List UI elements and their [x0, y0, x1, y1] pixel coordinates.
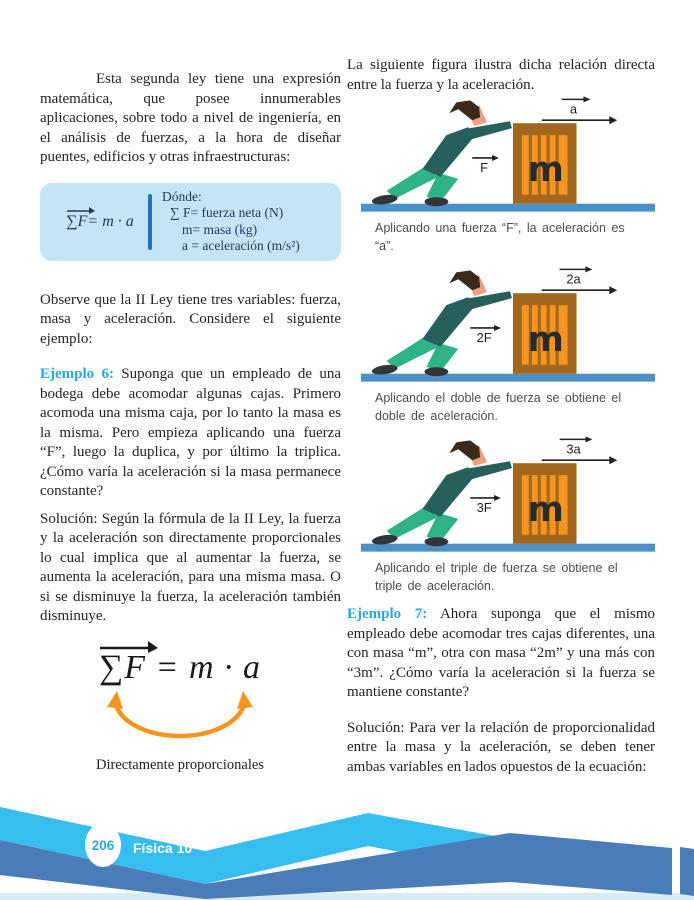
mass-label: m [527, 489, 564, 530]
acceleration-text: 3a [566, 441, 581, 457]
mass-label: m [527, 149, 564, 190]
crate-illustration [513, 293, 577, 373]
acceleration-text: 2a [566, 271, 581, 287]
example6-paragraph [40, 365, 341, 502]
figure1-caption: Aplicando una fuerza “F”, la aceleración es “a”. [375, 221, 625, 253]
figure2-caption: Aplicando el doble de fuerza se obtiene el doble de aceleración. [375, 391, 622, 423]
ground-bar [361, 204, 655, 212]
solution6-paragraph: Solución: Según la fórmula de la II Ley, la fuerza y la aceleración son directamente proporcionales lo cual implica que al aumentar la fuerza, se aumenta la aceleración, para una misma masa. O si se disminuye la fuerza, la aceleración también disminuye. [40, 510, 341, 624]
worker-illustration [371, 100, 512, 206]
box-divider [148, 194, 152, 250]
force-label [470, 325, 501, 345]
figure3-caption: Aplicando el triple de fuerza se obtiene el triple de aceleración. [375, 561, 618, 593]
legend-line-force: ∑ F= fuerza neta (N) [170, 205, 284, 220]
observe-paragraph: Observe que la II Ley tiene tres variables: fuerza, masa y aceleración. Considere el siguiente ejemplo: [40, 291, 341, 347]
left-column [40, 70, 341, 774]
big-formula-block [40, 649, 320, 774]
force-label [472, 155, 499, 175]
page-number: 206 [91, 838, 115, 853]
proportionality-caption: Directamente proporcionales [96, 756, 264, 773]
figure-intro-paragraph: La siguiente figura ilustra dicha relación directa entre la fuerza y la aceleración. [347, 57, 655, 93]
figure-force-3 [347, 435, 655, 595]
example7-label: Ejemplo 7: [347, 606, 428, 622]
acceleration-label [542, 96, 618, 124]
crate-illustration [513, 123, 577, 203]
right-column [347, 56, 655, 777]
proportionality-arrow-icon [95, 689, 265, 749]
legend-title: Dónde: [162, 188, 202, 204]
example6-label: Ejemplo 6: [40, 366, 114, 382]
worker-illustration [371, 270, 512, 376]
worker-illustration [371, 440, 512, 546]
ground-bar [361, 374, 655, 382]
footer-ribbon [0, 805, 694, 900]
footer-bottom-strip [0, 893, 694, 900]
example6-text: Suponga que un empleado de una bodega debe acomodar algunas cajas. Primero acomoda una misma caja, por lo tanto la masa es la misma. Pero empieza aplicando una fuerza “F”, luego la duplica, y por último la triplica. ¿Cómo varía la aceleración si la masa permanece constante? [40, 366, 341, 499]
mass-label: m [527, 319, 564, 360]
formula-legend [162, 189, 331, 255]
solution7-paragraph: Solución: Para ver la relación de proporcionalidad entre la masa y la aceleración, se deben tener ambas variables en lados opuestos de la ecuación: [347, 719, 655, 775]
figure-force-1 [347, 95, 655, 255]
example7-paragraph [347, 605, 655, 703]
acceleration-label [542, 436, 618, 464]
formula-definition-box [40, 183, 341, 261]
crate-illustration [513, 463, 577, 543]
ground-bar [361, 544, 655, 552]
book-title: Física 10º [133, 840, 198, 856]
vector-sum-force: ∑F [66, 213, 87, 231]
vector-arrow-icon [100, 639, 158, 653]
acceleration-text: a [569, 101, 578, 117]
force-text: 2F [476, 329, 492, 345]
force-text: 3F [476, 499, 492, 515]
big-formula: ∑F = m · a [40, 649, 320, 687]
boxed-formula: ∑F = m · a [54, 213, 146, 231]
acceleration-label [542, 266, 618, 294]
example7-text: Ahora suponga que el mismo empleado debe acomodar tres cajas diferentes, una con masa “m”, otra con masa “2m” y una más con “3m”. ¿Cómo varía la aceleración si la fuerza se mantiene constante? [347, 606, 655, 700]
footer-right-bar [680, 847, 694, 896]
legend-line-mass: m= masa (kg) [182, 221, 258, 237]
figure-force-2 [347, 265, 655, 425]
force-text: F [480, 159, 489, 175]
intro-paragraph: Esta segunda ley tiene una expresión matemática, que posee innumerables aplicaciones, sobre todo a nivel de ingeniería, en el análisis de fuerzas, a la hora de diseñar puentes, edificios y otras infraestructuras: [40, 71, 341, 165]
legend-line-accel: a = aceleración (m/s²) [182, 238, 300, 253]
force-label [470, 495, 501, 515]
vector-arrow-icon [67, 206, 95, 214]
vector-sum-force-large: ∑F [99, 649, 146, 687]
